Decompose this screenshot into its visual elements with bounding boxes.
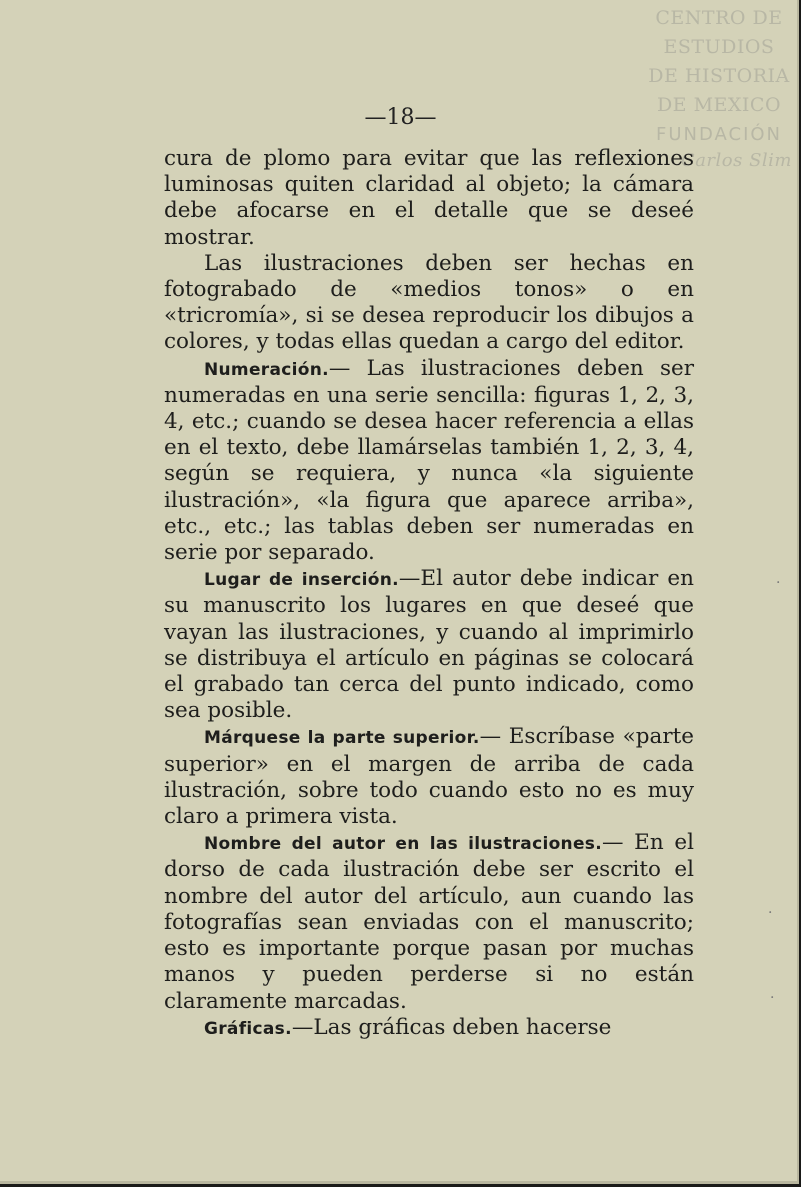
- paper-speck: ·: [768, 905, 773, 921]
- paragraph: [164, 724, 694, 830]
- paragraph: [164, 1015, 694, 1042]
- section-heading: Numeración.: [204, 359, 329, 380]
- body-text: [164, 146, 694, 1042]
- paragraph: [164, 251, 694, 356]
- paper-speck: ·: [770, 990, 775, 1006]
- paper-speck: ·: [776, 575, 781, 591]
- section-heading: Gráficas.: [204, 1018, 292, 1039]
- paragraph: [164, 566, 694, 724]
- paragraph-text: — Escríbase «parte superior» en el margen de arriba de cada ilustración, sobre todo cuando esto no es muy claro a primera vista.: [164, 724, 694, 830]
- watermark-foundation: FUNDACIÓN: [655, 124, 783, 145]
- paragraph: [164, 356, 694, 567]
- watermark-signature: Carlos Slim: [680, 150, 792, 171]
- paragraph-text: — Las ilustraciones deben ser numeradas en una serie sencilla: figuras 1, 2, 3, 4, etc.; cuando se desea hacer referencia a ellas en el texto, debe llamárselas también 1, 2, 3, 4, según se requiera, y nunca «la siguiente ilustración», «la figura que aparece arriba», etc., etc.; las tablas deben ser numeradas en serie por separado.: [164, 355, 694, 566]
- paragraph: [164, 830, 694, 1014]
- paragraph-text: —Las gráficas deben hacerse: [291, 1014, 612, 1040]
- section-heading: Lugar de inserción.: [204, 570, 399, 591]
- paragraph-text: — En el dorso de cada ilustración debe ser escrito el nombre del autor del artículo, aun cuando las fotografías sean enviadas con el manuscrito; esto es importante porque pasan por muchas manos y pueden perderse si no están claramente marcadas.: [164, 830, 695, 1014]
- paragraph: [164, 146, 694, 251]
- paragraph-text: —El autor debe indicar en su manuscrito los lugares en que deseé que vayan las ilustraciones, y cuando al imprimirlo se distribuya el artículo en páginas se colocará el grabado tan cerca del punto indicado, como sea posible.: [164, 566, 694, 724]
- section-heading: Nombre del autor en las ilustraciones.: [204, 834, 602, 855]
- paragraph-text: Las ilustraciones deben ser hechas en fotograbado de «medios tonos» o en «tricromía», si se desea reproducir los dibujos a colores, y todas ellas quedan a cargo del editor.: [164, 250, 694, 355]
- watermark-line: CENTRO DE: [655, 7, 783, 29]
- section-heading: Márquese la parte superior.: [204, 728, 480, 749]
- paragraph-text: cura de plomo para evitar que las reflexiones luminosas quiten claridad al objeto; la cámara debe afocarse en el detalle que se deseé mostrar.: [164, 146, 694, 250]
- watermark-line: DE HISTORIA: [648, 65, 790, 87]
- watermark-line: DE MEXICO: [656, 94, 782, 116]
- page-number: —18—: [364, 105, 437, 130]
- watermark-line: ESTUDIOS: [663, 36, 775, 58]
